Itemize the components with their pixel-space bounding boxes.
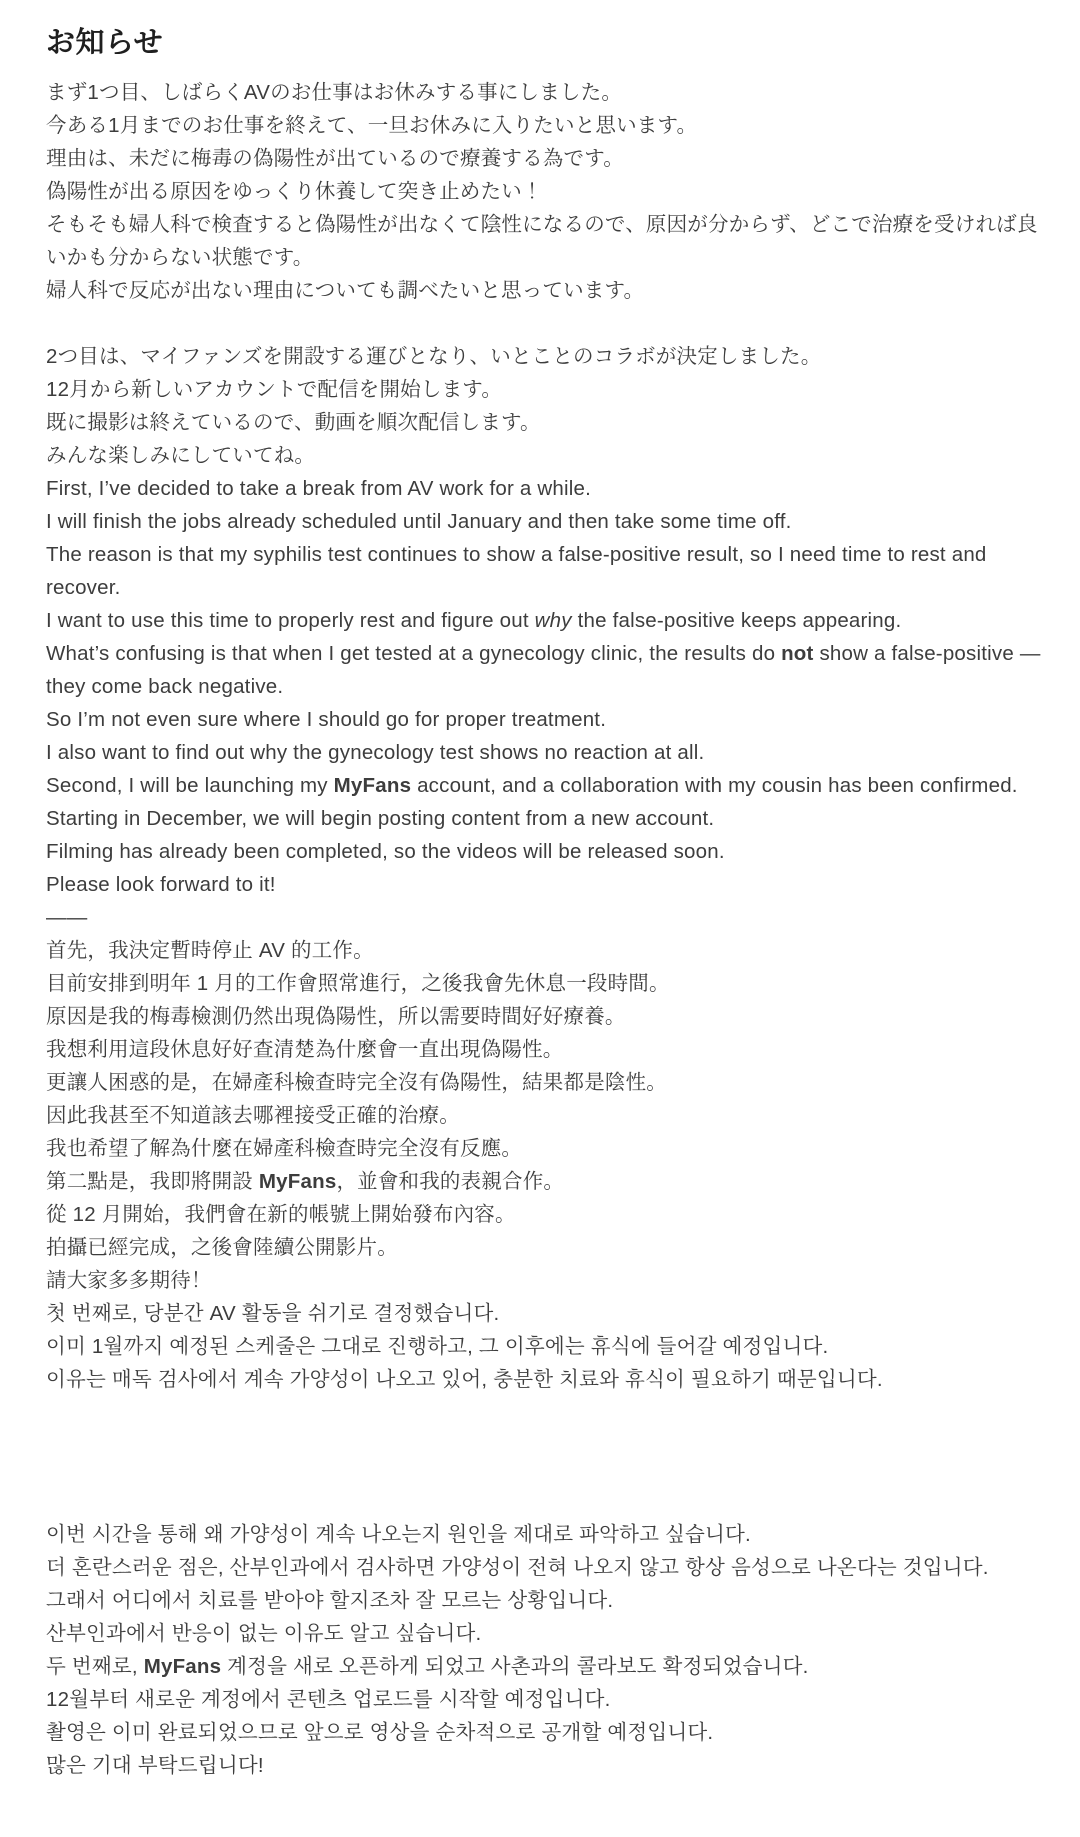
text-line: まず1つ目、しばらくAVのお仕事はお休みする事にしました。 <box>46 81 623 104</box>
text-line: 原因是我的梅毒檢測仍然出現偽陽性，所以需要時間好好療養。 <box>46 1005 626 1028</box>
text-line: そもそも婦人科で検査すると偽陽性が出なくて陰性になるので、原因が分からず、どこで治療を受ければ良いかも分からない状態です。 <box>46 213 1038 269</box>
text-line: 理由は、未だに梅毒の偽陽性が出ているので療養する為です。 <box>46 147 624 170</box>
text-line: 請大家多多期待！ <box>46 1269 212 1292</box>
text-line: The reason is that my syphilis test continues to show a false-positive result, so I need time to rest and recover. <box>46 543 987 599</box>
text-line: 12월부터 새로운 계정에서 콘텐츠 업로드를 시작할 예정입니다. <box>46 1688 611 1711</box>
text-line: 더 혼란스러운 점은, 산부인과에서 검사하면 가양성이 전혀 나오지 않고 항상 음성으로 나온다는 것입니다. <box>46 1556 989 1579</box>
text-line: Starting in December, we will begin posting content from a new account. <box>46 807 715 830</box>
text-line: Filming has already been completed, so the videos will be released soon. <box>46 840 725 863</box>
text-line: 我也希望了解為什麼在婦產科檢查時完全沒有反應。 <box>46 1137 523 1160</box>
text-line: 이미 1월까지 예정된 스케줄은 그대로 진행하고, 그 이후에는 휴식에 들어갈 예정입니다. <box>46 1335 829 1358</box>
text-line: 두 번째로, MyFans 계정을 새로 오픈하게 되었고 사촌과의 콜라보도 확정되었습니다. <box>46 1655 809 1678</box>
text-line: I will finish the jobs already scheduled until January and then take some time off. <box>46 510 792 533</box>
text-line: 12月から新しいアカウントで配信を開始します。 <box>46 378 503 401</box>
content-gap <box>46 1396 1048 1518</box>
text-line: I want to use this time to properly rest and figure out why the false-positive keeps appearing. <box>46 609 902 632</box>
text-line: So I’m not even sure where I should go for proper treatment. <box>46 708 607 731</box>
text-line: 首先，我決定暫時停止 AV 的工作。 <box>46 939 374 962</box>
text-line: 이번 시간을 통해 왜 가양성이 계속 나오는지 원인을 제대로 파악하고 싶습니다. <box>46 1523 751 1546</box>
text-line: 我想利用這段休息好好查清楚為什麼會一直出現偽陽性。 <box>46 1038 564 1061</box>
text-line: Second, I will be launching my MyFans account, and a collaboration with my cousin has been confirmed. <box>46 774 1018 797</box>
text-line: First, I’ve decided to take a break from AV work for a while. <box>46 477 592 500</box>
text-line: 2つ目は、マイファンズを開設する運びとなり、いとことのコラボが決定しました。 <box>46 345 822 368</box>
page-title: お知らせ <box>46 27 164 59</box>
text-line: 因此我甚至不知道該去哪裡接受正確的治療。 <box>46 1104 460 1127</box>
text-line: 이유는 매독 검사에서 계속 가양성이 나오고 있어, 충분한 치료와 휴식이 필요하기 때문입니다. <box>46 1368 883 1391</box>
text-line: 많은 기대 부탁드립니다! <box>46 1754 264 1777</box>
divider-line: —— <box>46 906 88 929</box>
text-line: 첫 번째로, 당분간 AV 활동을 쉬기로 결정했습니다. <box>46 1302 500 1325</box>
text-line: 今ある1月までのお仕事を終えて、一旦お休みに入りたいと思います。 <box>46 114 698 137</box>
text-line: 目前安排到明年 1 月的工作會照常進行，之後我會先休息一段時間。 <box>46 972 670 995</box>
text-line: 第二點是，我即將開設 MyFans，並會和我的表親合作。 <box>46 1170 565 1193</box>
text-line: 그래서 어디에서 치료를 받아야 할지조차 잘 모르는 상황입니다. <box>46 1589 614 1612</box>
text-line: 拍攝已經完成，之後會陸續公開影片。 <box>46 1236 398 1259</box>
text-line: みんな楽しみにしていてね。 <box>46 444 316 467</box>
text-line: 偽陽性が出る原因をゆっくり休養して突き止めたい！ <box>46 180 543 203</box>
text-line: 婦人科で反応が出ない理由についても調べたいと思っています。 <box>46 279 645 302</box>
announcement-body <box>46 76 1048 1782</box>
text-line: 從 12 月開始，我們會在新的帳號上開始發布內容。 <box>46 1203 516 1226</box>
text-line: 更讓人困惑的是，在婦產科檢查時完全沒有偽陽性，結果都是陰性。 <box>46 1071 667 1094</box>
text-line: What’s confusing is that when I get tested at a gynecology clinic, the results do not show a false-positive — they come back negative. <box>46 642 1041 698</box>
text-line: 촬영은 이미 완료되었으므로 앞으로 영상을 순차적으로 공개할 예정입니다. <box>46 1721 714 1744</box>
text-line: 既に撮影は終えているので、動画を順次配信します。 <box>46 411 541 434</box>
text-line: I also want to find out why the gynecology test shows no reaction at all. <box>46 741 705 764</box>
text-line: Please look forward to it! <box>46 873 276 896</box>
text-line: 산부인과에서 반응이 없는 이유도 알고 싶습니다. <box>46 1622 482 1645</box>
blank-line <box>46 307 1048 340</box>
